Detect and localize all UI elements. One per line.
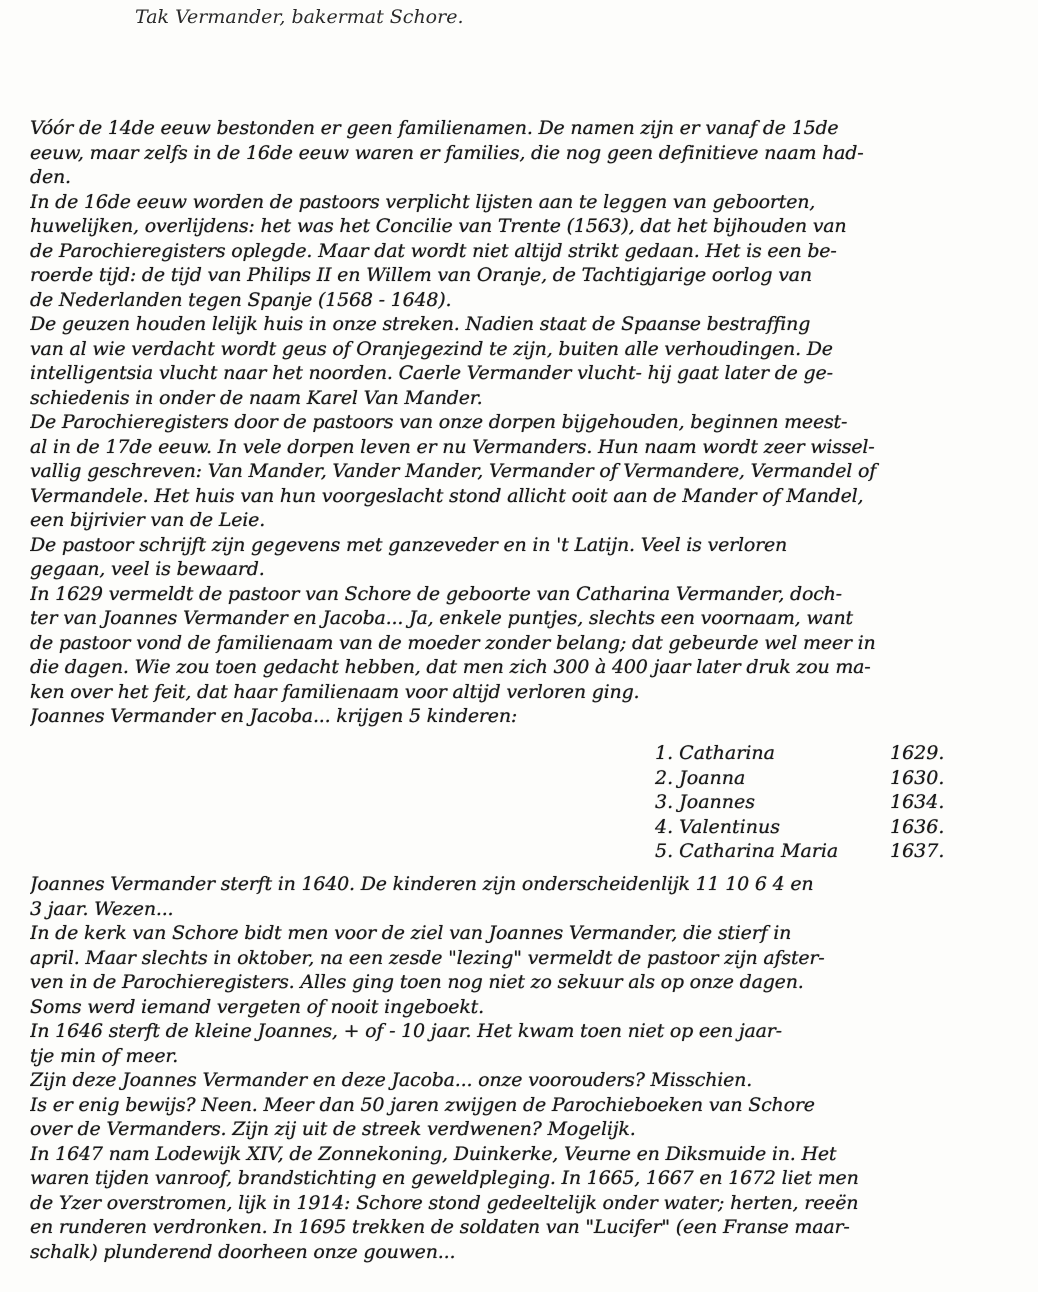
text-line: tje min of meer. (30, 1044, 179, 1067)
child-entry (655, 766, 985, 791)
child-name: 5. Catharina Maria (655, 840, 839, 862)
text-line: ven in de Parochieregisters. Alles ging toen nog niet zo sekuur als op onze dagen. (30, 971, 804, 993)
text-line: over de Vermanders. Zijn zij uit de streek verdwenen? Mogelijk. (30, 1118, 636, 1140)
text-line: De geuzen houden lelijk huis in onze streken. Nadien staat de Spaanse bestraffing (30, 313, 811, 335)
text-line: schalk) plunderend doorheen onze gouwen... (30, 1240, 456, 1263)
child-birth-year: 1634. (890, 791, 945, 813)
text-line: waren tijden vanroof, brandstichting en geweldpleging. In 1665, 1667 en 1672 liet men (30, 1167, 859, 1189)
child-birth-year: 1637. (890, 840, 945, 862)
text-line: een bijrivier van de Leie. (30, 509, 266, 531)
text-line: Vóór de 14de eeuw bestonden er geen familienamen. De namen zijn er vanaf de 15de (30, 117, 839, 139)
text-line: de pastoor vond de familienaam van de moeder zonder belang; dat gebeurde wel meer in (30, 631, 876, 654)
text-line: vallig geschreven: Van Mander, Vander Mander, Vermander of Vermandere, Vermandel of (30, 460, 877, 482)
text-line: gegaan, veel is bewaard. (30, 558, 265, 580)
text-line: ken over het feit, dat haar familienaam voor altijd verloren ging. (30, 680, 640, 703)
text-line: In 1629 vermeldt de pastoor van Schore de geboorte van Catharina Vermander, doch- (30, 582, 842, 605)
document-title: Tak Vermander, bakermat Schore. (135, 6, 464, 28)
text-line: De pastoor schrijft zijn gegevens met ganzeveder en in 't Latijn. Veel is verloren (30, 533, 788, 556)
text-line: In 1647 nam Lodewijk XIV, de Zonnekoning, Duinkerke, Veurne en Diksmuide in. Het (30, 1142, 837, 1165)
child-name: 3. Joannes (655, 791, 756, 813)
text-line: Soms werd iemand vergeten of nooit ingeboekt. (30, 995, 484, 1018)
child-name: 4. Valentinus (655, 815, 780, 838)
body-text-top (30, 116, 1010, 729)
text-line: april. Maar slechts in oktober, na een zesde "lezing" vermeldt de pastoor zijn afster- (30, 946, 825, 969)
text-line: intelligentsia vlucht naar het noorden. Caerle Vermander vlucht- hij gaat later de ge- (30, 362, 833, 384)
child-birth-year: 1629. (890, 742, 945, 764)
text-line: de Parochieregisters oplegde. Maar dat wordt niet altijd strikt gedaan. Het is een be- (30, 239, 837, 262)
text-line: de Nederlanden tegen Spanje (1568 - 1648). (30, 288, 452, 311)
text-line: die dagen. Wie zou toen gedacht hebben, dat men zich 300 à 400 jaar later druk zou ma- (30, 656, 871, 678)
child-entry (655, 790, 985, 815)
text-line: Zijn deze Joannes Vermander en deze Jacoba... onze voorouders? Misschien. (30, 1069, 753, 1091)
text-line: eeuw, maar zelfs in de 16de eeuw waren er families, die nog geen definitieve naam had- (30, 141, 864, 164)
text-line: De Parochieregisters door de pastoors van onze dorpen bijgehouden, beginnen meest- (30, 411, 848, 433)
text-line: Vermandele. Het huis van hun voorgeslacht stond allicht ooit aan de Mander of Mandel, (30, 484, 864, 507)
text-line: In 1646 sterft de kleine Joannes, + of - 10 jaar. Het kwam toen niet op een jaar- (30, 1020, 782, 1042)
text-line: In de kerk van Schore bidt men voor de ziel van Joannes Vermander, die stierf in (30, 922, 792, 944)
child-entry (655, 741, 985, 766)
text-line: schiedenis in onder de naam Karel Van Mander. (30, 386, 483, 409)
text-line: al in de 17de eeuw. In vele dorpen leven er nu Vermanders. Hun naam wordt zeer wissel- (30, 435, 875, 458)
child-name: 1. Catharina (655, 742, 775, 764)
text-line: van al wie verdacht wordt geus of Oranjegezind te zijn, buiten alle verhoudingen. De (30, 337, 833, 360)
body-text-bottom (30, 872, 1010, 1264)
text-line: ter van Joannes Vermander en Jacoba... Ja, enkele puntjes, slechts een voornaam, want (30, 607, 853, 629)
child-entry (655, 815, 985, 840)
text-line: en runderen verdronken. In 1695 trekken de soldaten van "Lucifer" (een Franse maar- (30, 1216, 850, 1238)
text-line: roerde tijd: de tijd van Philips II en Willem van Oranje, de Tachtigjarige oorlog van (30, 264, 812, 286)
children-list (655, 741, 985, 864)
text-line: huwelijken, overlijdens: het was het Concilie van Trente (1563), dat het bijhouden van (30, 215, 847, 237)
text-line: Is er enig bewijs? Neen. Meer dan 50 jaren zwijgen de Parochieboeken van Schore (30, 1093, 815, 1116)
text-line: de Yzer overstromen, lijk in 1914: Schore stond gedeeltelijk onder water; herten, reeën (30, 1191, 859, 1214)
text-line: Joannes Vermander en Jacoba... krijgen 5 kinderen: (30, 705, 518, 727)
child-birth-year: 1630. (890, 766, 945, 789)
child-birth-year: 1636. (890, 815, 945, 838)
text-line: In de 16de eeuw worden de pastoors verplicht lijsten aan te leggen van geboorten, (30, 190, 816, 213)
text-line: 3 jaar. Wezen... (30, 897, 174, 920)
text-line: den. (30, 166, 71, 188)
child-name: 2. Joanna (655, 766, 746, 789)
child-entry (655, 839, 985, 864)
text-line: Joannes Vermander sterft in 1640. De kinderen zijn onderscheidenlijk 11 10 6 4 en (30, 873, 814, 895)
